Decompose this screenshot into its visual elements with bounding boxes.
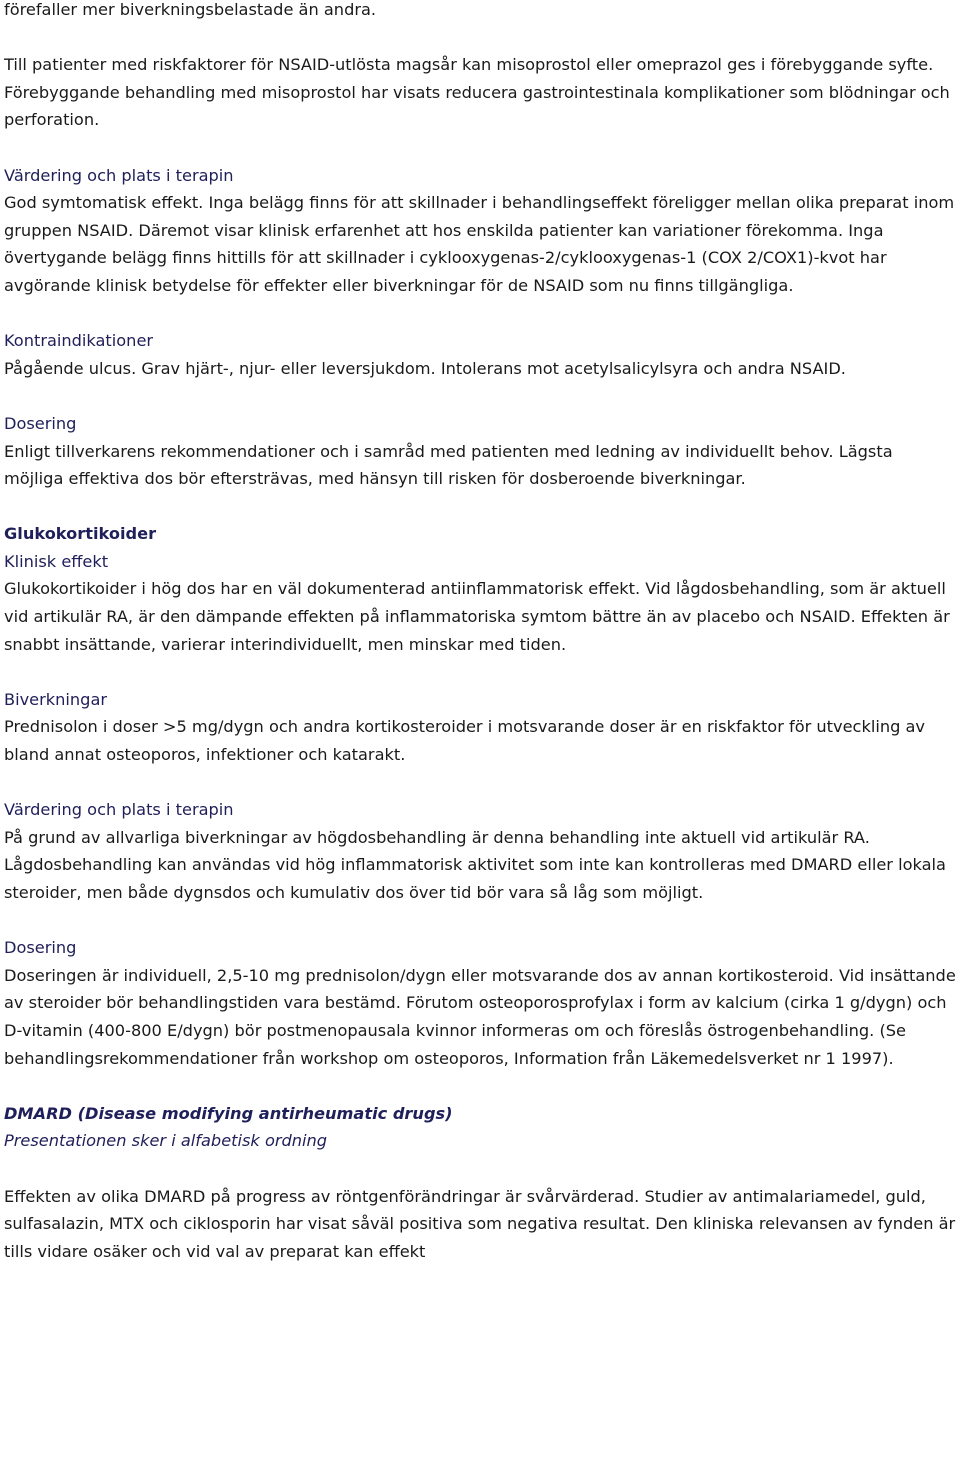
heading-nsaid-contraindications: Kontraindikationer: [4, 331, 154, 351]
paragraph-nsaid-prophylaxis: Till patienter med riskfaktorer för NSAID-utlösta magsår kan misoprostol eller omeprazol ges i förebyggande syfte. Förebyggande behandling med misoprostol har visats reducera gastrointestinala komplikationer som blödningar och perforation.: [4, 55, 950, 130]
paragraph-gluco-clinical-effect: Glukokortikoider i hög dos har en väl dokumenterad antiinflammatorisk effekt. Vid lågdosbehandling, som är aktuell vid artikulär RA, är den dämpande effekten på inflammatoriska symtom bättre än av placebo och NSAID. Effekten är snabbt insättande, varierar interindividuellt, men minskar med tiden.: [4, 579, 950, 654]
paragraph-gluco-side-effects: Prednisolon i doser >5 mg/dygn och andra kortikosteroider i motsvarande doser är en riskfaktor för utveckling av bland annat osteoporos, infektioner och katarakt.: [4, 717, 925, 765]
document-page: [4, 0, 956, 1265]
paragraph-nsaid-value: God symtomatisk effekt. Inga belägg finns för att skillnader i behandlingseffekt föreligger mellan olika preparat inom gruppen NSAID. Däremot visar klinisk erfarenhet att hos enskilda patienter kan variationer förekomma. Inga övertygande belägg finns hittills för att skillnader i cyklooxygenas-2/cyklooxygenas-1 (COX 2/COX1)-kvot har avgörande klinisk betydelse för effekter eller biverkningar för de NSAID som nu finns tillgängliga.: [4, 193, 955, 295]
paragraph-gluco-dosing: Doseringen är individuell, 2,5-10 mg prednisolon/dygn eller motsvarande dos av annan kortikosteroid. Vid insättande av steroider bör behandlingstiden vara bestämd. Förutom osteoporosprofylax i form av kalcium (cirka 1 g/dygn) och D-vitamin (400-800 E/dygn) bör postmenopausala kvinnor informeras om och föreslås östrogenbehandling. (Se behandlingsrekommendationer från workshop om osteoporos, Information från Läkemedelsverket nr 1 1997).: [4, 965, 956, 1068]
heading-nsaid-value: Värdering och plats i terapin: [4, 165, 234, 185]
heading-gluco-dosing: Dosering: [4, 938, 77, 958]
paragraph-nsaid-dosing: Enligt tillverkarens rekommendationer och i samråd med patienten med ledning av individuellt behov. Lägsta möjliga effektiva dos bör eftersträvas, med hänsyn till risken för dosberoende biverkningar.: [4, 441, 893, 489]
paragraph-gluco-value: På grund av allvarliga biverkningar av högdosbehandling är denna behandling inte aktuell vid artikulär RA. Lågdosbehandling kan användas vid hög inflammatorisk aktivitet som inte kan kontrolleras med DMARD eller lokala steroider, men både dygnsdos och kumulativ dos över tid bör vara så låg som möjligt.: [4, 827, 946, 902]
heading-gluco-clinical-effect: Klinisk effekt: [4, 551, 109, 571]
paragraph-nsaid-contraindications: Pågående ulcus. Grav hjärt-, njur- eller leversjukdom. Intolerans mot acetylsalicylsyra och andra NSAID.: [4, 358, 846, 378]
heading-gluco-value: Värdering och plats i terapin: [4, 800, 234, 820]
heading-gluco-side-effects: Biverkningar: [4, 689, 108, 709]
section-title-dmard: DMARD (Disease modifying antirheumatic drugs): [4, 1103, 453, 1123]
paragraph-dmard-intro: Effekten av olika DMARD på progress av röntgenförändringar är svårvärderad. Studier av antimalariamedel, guld, sulfasalazin, MTX och ciklosporin har visat såväl positiva som negativa resultat. Den kliniska relevansen av fynden är tills vidare osäker och vid val av preparat kan effekt: [4, 1186, 956, 1261]
paragraph-nsaid-intro-end: förefaller mer biverkningsbelastade än andra.: [4, 0, 377, 19]
heading-nsaid-dosing: Dosering: [4, 413, 77, 433]
section-title-glucocorticoids: Glukokortikoider: [4, 524, 157, 544]
dmard-subtitle: Presentationen sker i alfabetisk ordning: [4, 1131, 328, 1151]
